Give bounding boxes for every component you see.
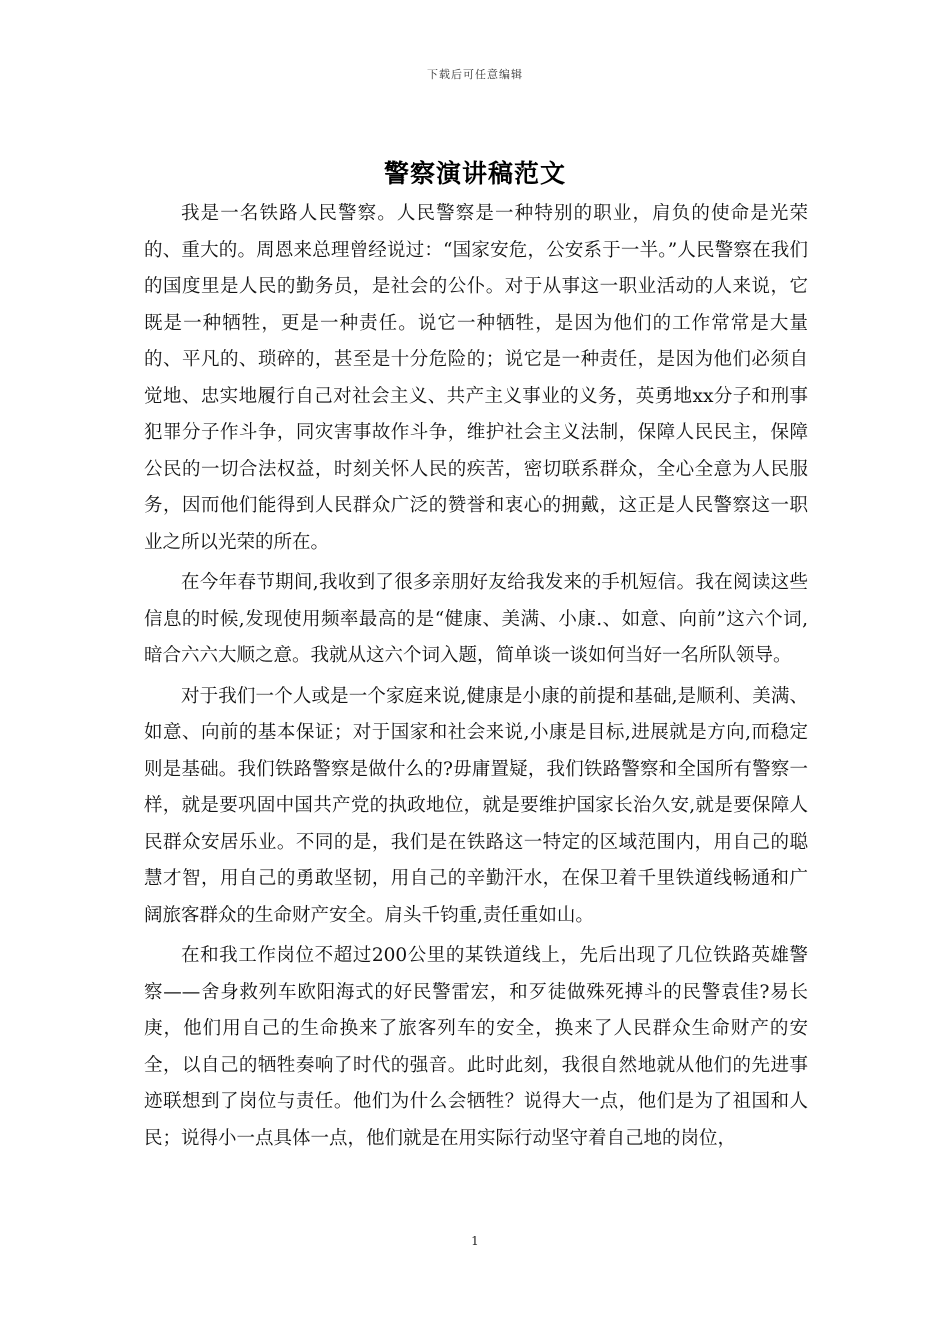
paragraph: 对于我们一个人或是一个家庭来说,健康是小康的前提和基础,是顺利、美满、如意、向前的基本保证；对于国家和社会来说,小康是目标,进展就是方向,而稳定则是基础。我们铁路警察是做什么的?毋庸置疑，我们铁路警察和全国所有警察一样，就是要巩固中国共产党的执政地位，就是要维护国家长治久安,就是要保障人民群众安居乐业。不同的是，我们是在铁路这一特定的区域范围内，用自己的聪慧才智，用自己的勇敢坚韧，用自己的辛勤汗水，在保卫着千里铁道线畅通和广阔旅客群众的生命财产安全。肩头千钧重,责任重如山。	[144, 685, 808, 926]
document-title: 警察演讲稿范文	[383, 159, 566, 188]
header-note: 下载后可任意编辑	[427, 68, 523, 81]
paragraph: 在今年春节期间,我收到了很多亲朋好友给我发来的手机短信。我在阅读这些信息的时候,发现使用频率最高的是“健康、美满、小康.、如意、向前”这六个词,暗合六六大顺之意。我就从这六个词入题，简单谈一谈如何当好一名所队领导。	[144, 572, 808, 666]
paragraph: 我是一名铁路人民警察。人民警察是一种特别的职业，肩负的使命是光荣的、重大的。周恩来总理曾经说过：“国家安危，公安系于一半。”人民警察在我们的国度里是人民的勤务员，是社会的公仆。对于从事这一职业活动的人来说，它既是一种牺牲，更是一种责任。说它一种牺牲，是因为他们的工作常常是大量的、平凡的、琐碎的，甚至是十分危险的；说它是一种责任，是因为他们必须自觉地、忠实地履行自己对社会主义、共产主义事业的义务，英勇地xx分子和刑事犯罪分子作斗争，同灾害事故作斗争，维护社会主义法制，保障人民民主，保障公民的一切合法权益，时刻关怀人民的疾苦，密切联系群众，全心全意为人民服务，因而他们能得到人民群众广泛的赞誉和衷心的拥戴，这正是人民警察这一职业之所以光荣的所在。	[144, 203, 808, 553]
document-body	[144, 196, 808, 1161]
paragraph: 在和我工作岗位不超过200公里的某铁道线上，先后出现了几位铁路英雄警察——舍身救列车欧阳海式的好民警雷宏，和歹徒做殊死搏斗的民警袁佳?易长庚，他们用自己的生命换来了旅客列车的安全，换来了人民群众生命财产的安全，以自己的牺牲奏响了时代的强音。此时此刻，我很自然地就从他们的先进事迹联想到了岗位与责任。他们为什么会牺牲？说得大一点，他们是为了祖国和人民；说得小一点具体一点，他们就是在用实际行动坚守着自己地的岗位，	[144, 945, 808, 1149]
page-number: 1	[471, 1234, 479, 1248]
